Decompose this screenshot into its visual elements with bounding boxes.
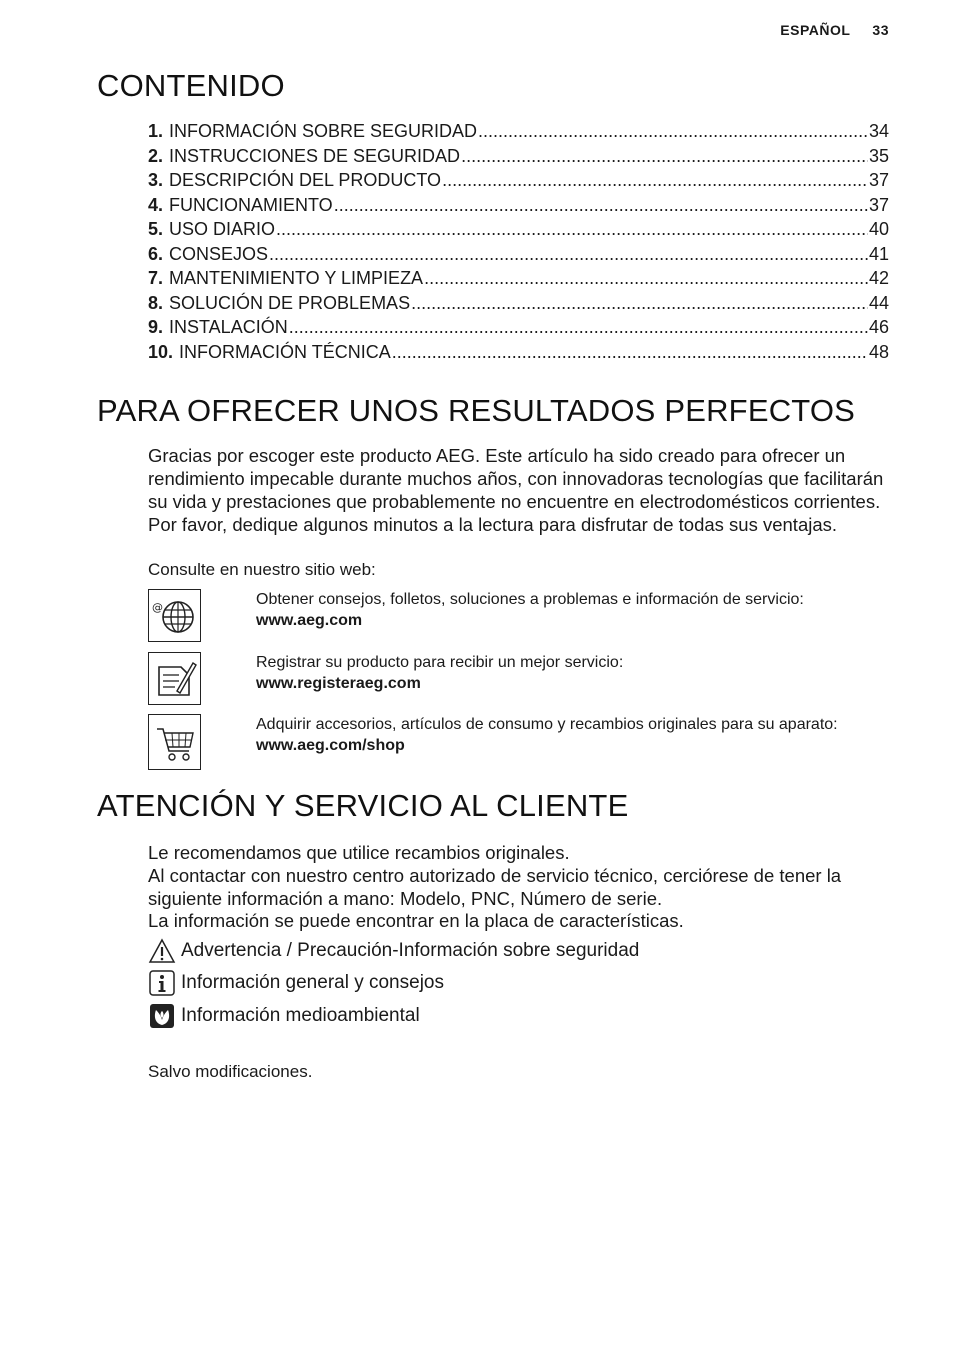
legend-label: Advertencia / Precaución-Información sobre seguridad: [181, 940, 640, 961]
toc-page: 42: [868, 268, 889, 288]
toc-leader: [334, 195, 868, 216]
toc-number: 7.: [148, 268, 164, 288]
toc-page: 35: [868, 145, 889, 166]
toc-item[interactable]: [148, 317, 889, 342]
intro-paragraph: Gracias por escoger este producto AEG. Este artículo ha sido creado para ofrecer un rendimiento impecable durante muchos años, con innovadoras tecnologías que facilitarán su vida y prestaciones que probablemente no encuentre en electrodomésticos corrientes. Por favor, dedique algunos minutos a la lectura para disfrutar de todas sus ventajas.: [148, 445, 884, 535]
toc-leader: [478, 121, 868, 142]
warning-triangle-icon: [148, 938, 176, 964]
toc-page: 48: [868, 341, 889, 362]
toc-number: 1.: [148, 121, 164, 141]
legend-environment: [148, 1003, 420, 1029]
link-url-aeg[interactable]: www.aeg.com: [256, 612, 363, 629]
consult-label: Consulte en nuestro sitio web:: [148, 560, 376, 579]
link-text-block: [256, 714, 896, 756]
toc-label: INFORMACIÓN TÉCNICA: [179, 341, 391, 362]
register-pen-icon: [148, 652, 201, 705]
toc-page: 41: [868, 243, 889, 264]
legend-warning: [148, 938, 639, 964]
link-text-block: [256, 589, 896, 631]
shopping-cart-icon: [148, 714, 201, 770]
toc-item[interactable]: [148, 268, 889, 293]
environment-leaf-icon: [148, 1003, 176, 1029]
table-of-contents: [148, 121, 889, 366]
toc-number: 5.: [148, 219, 164, 239]
contents-title: CONTENIDO: [97, 68, 285, 103]
toc-label: CONSEJOS: [169, 243, 269, 264]
toc-number: 4.: [148, 194, 164, 215]
toc-label: FUNCIONAMIENTO: [169, 194, 333, 215]
toc-label: SOLUCIÓN DE PROBLEMAS: [169, 292, 411, 313]
toc-number: 8.: [148, 292, 164, 313]
link-description: Registrar su producto para recibir un mejor servicio:: [256, 654, 624, 671]
language-label: ESPAÑOL: [780, 22, 851, 38]
toc-leader: [424, 268, 868, 289]
toc-leader: [269, 244, 868, 265]
toc-label: USO DIARIO: [169, 219, 276, 239]
page-number: 33: [872, 22, 889, 38]
link-row-shop: [148, 714, 893, 778]
service-title: ATENCIÓN Y SERVICIO AL CLIENTE: [97, 788, 629, 823]
legend-label: Información general y consejos: [181, 972, 444, 993]
link-description: Obtener consejos, folletos, soluciones a problemas e información de servicio:: [256, 591, 804, 608]
link-text-block: [256, 652, 896, 694]
service-line-1: Le recomendamos que utilice recambios originales.: [148, 842, 570, 863]
toc-item[interactable]: [148, 219, 889, 244]
toc-label: INFORMACIÓN SOBRE SEGURIDAD: [169, 121, 478, 141]
toc-page: 44: [868, 292, 889, 313]
globe-at-icon: [148, 589, 201, 642]
toc-item[interactable]: [148, 170, 889, 195]
info-icon: [148, 970, 176, 996]
service-line-3: La información se puede encontrar en la placa de características.: [148, 910, 684, 931]
toc-page: 46: [868, 317, 889, 337]
toc-item[interactable]: [148, 342, 889, 367]
toc-page: 40: [868, 219, 889, 239]
footer-note: Salvo modificaciones.: [148, 1062, 313, 1081]
toc-leader: [461, 146, 868, 167]
link-url-register[interactable]: www.registeraeg.com: [256, 675, 421, 692]
legend-label: Información medioambiental: [181, 1005, 420, 1026]
toc-item[interactable]: [148, 195, 889, 220]
toc-page: 34: [868, 121, 889, 141]
toc-leader: [442, 170, 868, 191]
toc-page: 37: [868, 194, 889, 215]
toc-number: 2.: [148, 145, 164, 166]
toc-number: 10.: [148, 341, 174, 362]
toc-item[interactable]: [148, 244, 889, 269]
svg-text:@: @: [152, 601, 163, 614]
toc-leader: [411, 293, 868, 314]
link-description: Adquirir accesorios, artículos de consumo y recambios originales para su aparato:: [256, 716, 838, 733]
toc-number: 3.: [148, 170, 164, 190]
toc-leader: [289, 317, 868, 338]
toc-item[interactable]: [148, 146, 889, 171]
toc-page: 37: [868, 170, 889, 190]
toc-leader: [276, 219, 868, 240]
toc-item[interactable]: [148, 121, 889, 146]
page-header: [780, 22, 889, 38]
toc-label: INSTALACIÓN: [169, 317, 288, 337]
service-line-2: Al contactar con nuestro centro autorizado de servicio técnico, cerciórese de tener la siguiente información a mano: Modelo, PNC, Número de serie.: [148, 865, 842, 909]
link-row-website: [148, 589, 893, 645]
toc-label: INSTRUCCIONES DE SEGURIDAD: [169, 145, 461, 166]
legend-info: [148, 970, 444, 996]
link-url-shop[interactable]: www.aeg.com/shop: [256, 737, 405, 754]
toc-leader: [392, 342, 868, 363]
toc-item[interactable]: [148, 293, 889, 318]
toc-number: 9.: [148, 317, 164, 337]
toc-label: MANTENIMIENTO Y LIMPIEZA: [169, 268, 424, 288]
toc-label: DESCRIPCIÓN DEL PRODUCTO: [169, 170, 442, 190]
toc-number: 6.: [148, 243, 164, 264]
results-title: PARA OFRECER UNOS RESULTADOS PERFECTOS: [97, 393, 856, 428]
link-row-register: [148, 652, 893, 708]
